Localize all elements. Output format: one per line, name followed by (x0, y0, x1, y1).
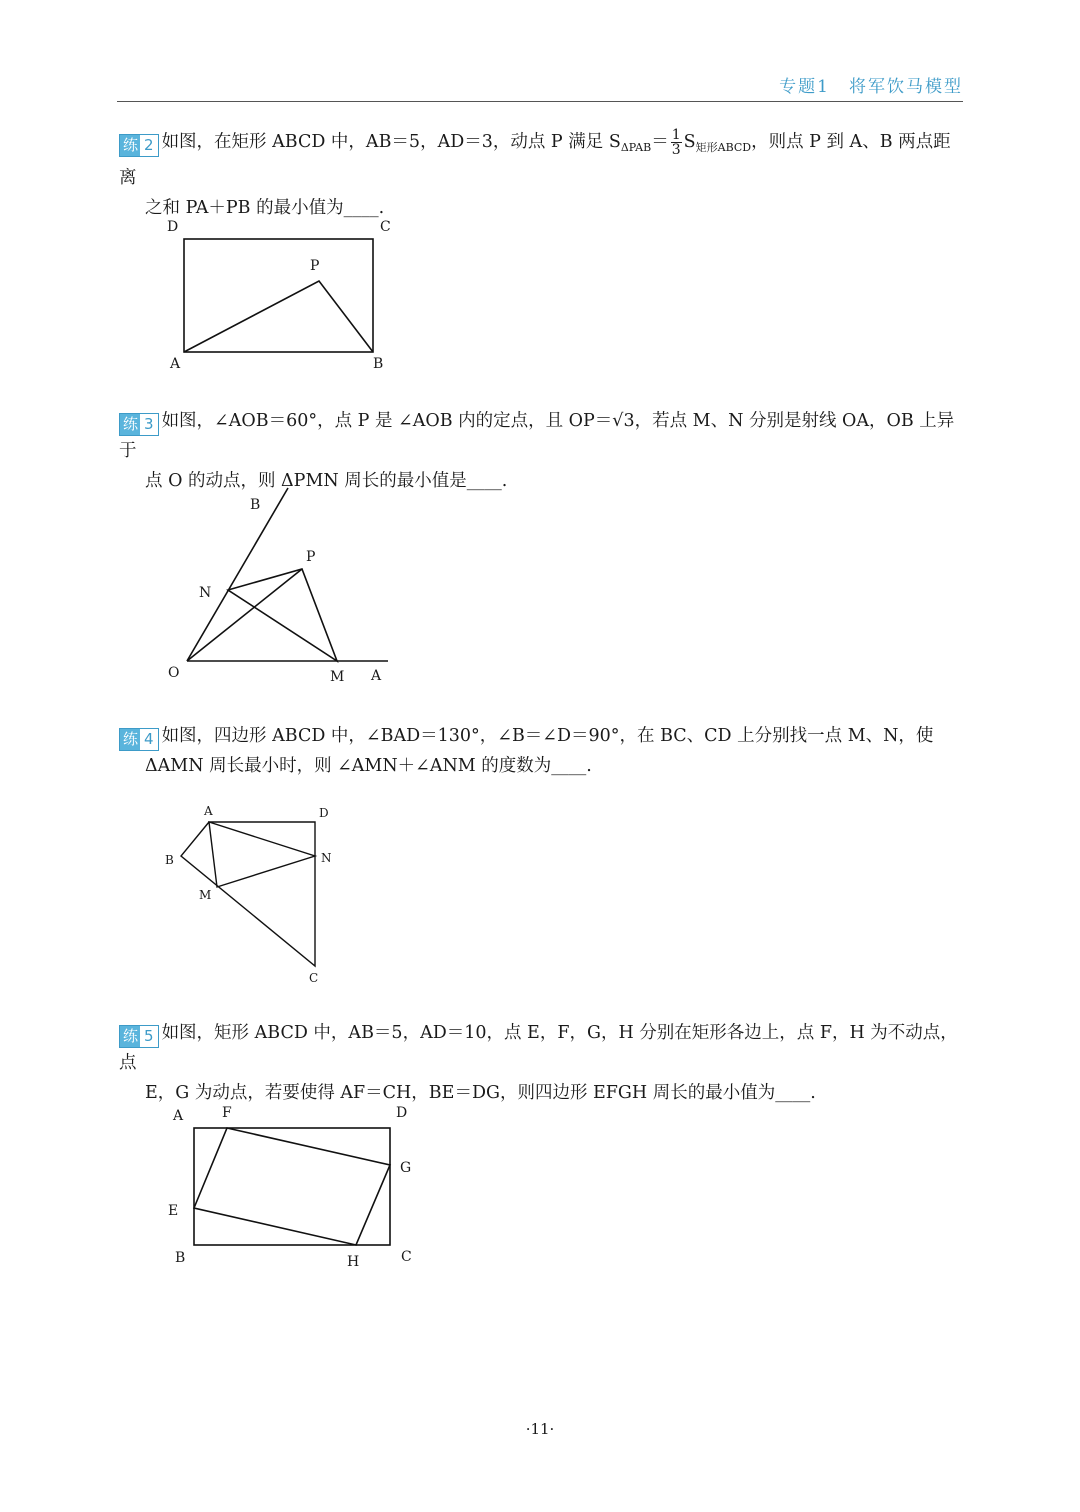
problem-2-line2: 之和 PA＋PB 的最小值为____. (145, 198, 385, 218)
label-c: C (401, 1249, 412, 1265)
label-d: D (167, 219, 179, 235)
figure-quadrilateral-abcd (155, 798, 355, 988)
problem-3-line2: 点 O 的动点，则 ΔPMN 周长的最小值是____. (145, 471, 508, 491)
badge-label: 练 (120, 729, 140, 750)
segments-ap-pb (184, 281, 373, 352)
badge-number: 3 (140, 414, 158, 435)
label-a: A (170, 356, 181, 372)
label-n: N (321, 851, 332, 865)
label-a: A (371, 668, 382, 684)
label-b: B (175, 1250, 186, 1266)
label-e: E (168, 1203, 179, 1219)
fraction-numerator: 1 (671, 127, 681, 143)
label-c: C (309, 971, 319, 985)
label-d: D (396, 1105, 408, 1121)
label-d: D (319, 806, 329, 820)
figure-rectangle-abcd (160, 212, 420, 382)
practice-badge (119, 134, 159, 157)
practice-badge (119, 728, 159, 751)
equals-sign: ＝ (651, 132, 669, 152)
problem-text: 如图，四边形 ABCD 中，∠BAD＝130°，∠B＝∠D＝90°，在 BC、CD 上分别找一点 M、N，使 (161, 726, 934, 746)
subscript: ΔPAB (620, 141, 652, 154)
figure-rectangle-efgh (160, 1095, 430, 1275)
problem-text: 如图，∠AOB＝60°，点 P 是 ∠AOB 内的定点，且 OP＝√3，若点 M、N 分别是射线 OA，OB 上异于 (119, 411, 955, 461)
problem-text: 如图，矩形 ABCD 中，AB＝5，AD＝10，点 E，F，G，H 分别在矩形各边上，点 F，H 为不动点，点 (119, 1023, 958, 1073)
practice-badge (119, 1025, 159, 1048)
figure-angle-aob (160, 480, 400, 690)
badge-label: 练 (120, 414, 140, 435)
label-b: B (373, 356, 384, 372)
label-m: M (330, 669, 345, 685)
badge-label: 练 (120, 1026, 140, 1047)
label-p: P (306, 549, 316, 565)
problem-text: 如图，在矩形 ABCD 中，AB＝5，AD＝3，动点 P 满足 S (161, 132, 621, 152)
page-number: ·11· (525, 1420, 555, 1438)
ray-ob (187, 488, 288, 661)
label-m: M (199, 888, 212, 902)
problem-text: S (683, 132, 696, 152)
label-p: P (310, 258, 320, 274)
problem-4-line2: ΔAMN 周长最小时，则 ∠AMN＋∠ANM 的度数为____. (145, 756, 592, 776)
fraction-denominator: 3 (671, 142, 681, 158)
label-n: N (199, 585, 212, 601)
badge-number: 4 (140, 729, 158, 750)
fraction (671, 128, 682, 157)
label-c: C (380, 219, 391, 235)
practice-badge (119, 413, 159, 436)
subscript: 矩形ABCD (695, 141, 752, 154)
badge-number: 2 (140, 135, 158, 156)
label-h: H (347, 1254, 360, 1270)
label-o: O (168, 665, 180, 681)
problem-text: ，则点 P 到 A、B 两点距离 (119, 132, 951, 188)
problem-2-line1 (119, 127, 967, 193)
problem-5-line2: E，G 为动点，若要使得 AF＝CH，BE＝DG，则四边形 EFGH 周长的最小值为____. (145, 1083, 816, 1103)
label-a: A (204, 804, 213, 818)
chapter-header: 专题1 将军饮马模型 (779, 77, 963, 97)
label-b: B (165, 853, 174, 867)
problem-2 (119, 127, 967, 223)
badge-number: 5 (140, 1026, 158, 1047)
quadrilateral-efgh (194, 1128, 390, 1245)
segment-op (187, 569, 302, 661)
header-rule (117, 101, 963, 102)
problem-3-line1 (119, 406, 967, 466)
problem-4 (119, 721, 967, 781)
problem-5-line1 (119, 1018, 967, 1078)
problem-4-line1 (119, 721, 967, 751)
label-f: F (222, 1105, 232, 1121)
label-b: B (250, 497, 261, 513)
triangle-amn (209, 822, 315, 887)
badge-label: 练 (120, 135, 140, 156)
rectangle (184, 239, 373, 352)
rectangle (194, 1128, 390, 1245)
label-a: A (173, 1108, 184, 1124)
label-g: G (400, 1160, 412, 1176)
